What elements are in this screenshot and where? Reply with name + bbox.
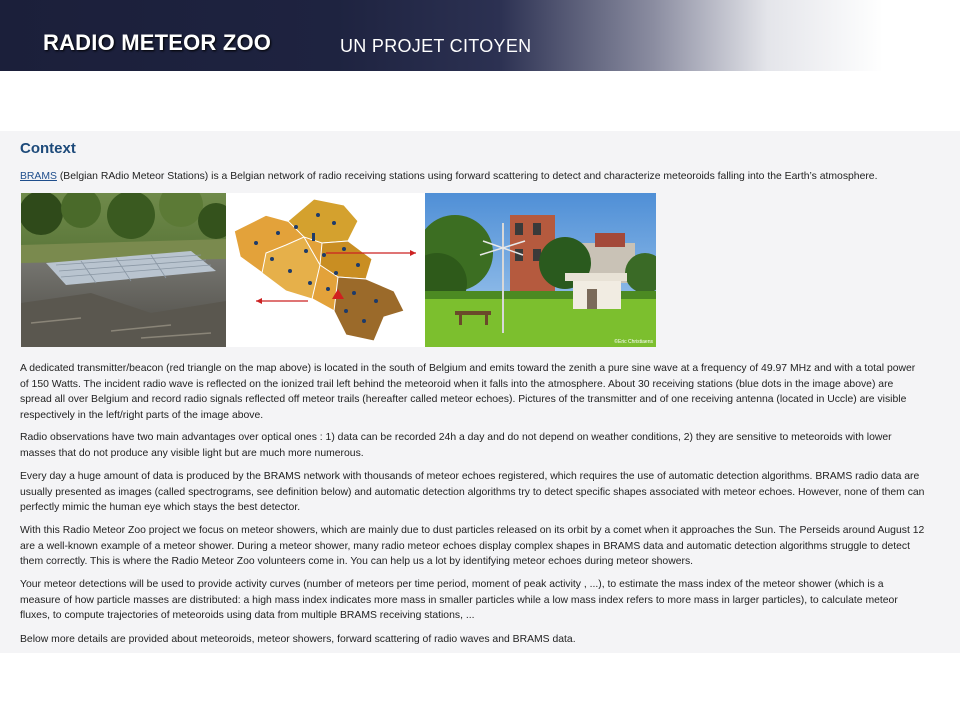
paragraph-data-volume: Every day a huge amount of data is produced by the BRAMS network with thousands of meteor echoes registered, which requires the use of automatic detection algorithms. BRAMS radio data are usually presented as images (called spectrograms, see definition below) and automatic detection algorithms try to detect specific shapes associated with meteor echoes. However, none of them can perfectly mimic the human eye which stays the best detector. <box>20 471 925 513</box>
paragraph-meteor-showers: With this Radio Meteor Zoo project we focus on meteor showers, which are mainly due to dust particles released on its orbit by a comet when it approaches the Sun. The Perseids around August 12 are a well-known example of a meteor shower. During a meteor shower, many radio meteor echoes display complex shapes in BRAMS data and automatic detection algorithms struggle to detect them correctly. This is where the Radio Meteor Zoo volunteers come in. You can help us a lot by identifying meteor echoes during meteor showers. <box>20 525 925 567</box>
intro-text: (Belgian RAdio Meteor Stations) is a Belgian network of radio receiving stations using forward scattering to detect and characterize meteoroids falling into the Earth’s atmosphere. <box>56 171 878 182</box>
photo-credit: ©Eric Christiaens <box>614 339 653 345</box>
section-heading-context: Context <box>20 140 76 157</box>
brams-link[interactable]: BRAMS <box>20 171 57 182</box>
paragraph-transmitter: A dedicated transmitter/beacon (red triangle on the map above) is located in the south of Belgium and emits toward the zenith a pure sine wave at a frequency of 49.97 MHz and with a total power of 150 Watts. The incident radio wave is reflected on the ionized trail left behind the meteoroid when it falls into the atmosphere. About 30 receiving stations (blue dots in the image above) are spread all over Belgium and record radio signals reflected off meteor trails (hereafter called meteor echoes). Pictures of the transmitter and of one receiving antenna (located in Uccle) are visible respectively in the left/right parts of the image above. <box>20 363 916 421</box>
header-banner <box>0 0 960 71</box>
paragraph-advantages: Radio observations have two main advantages over optical ones : 1) data can be recorded 24h a day and do not depend on weather conditions, 2) they are sensitive to meteoroids with lower masses that do not produce any visible light but are much more numerous. <box>20 432 892 459</box>
belgium-map <box>226 193 425 347</box>
receiving-antenna-photo <box>425 193 656 347</box>
paragraph-detections-use: Your meteor detections will be used to provide activity curves (number of meteors per time period, moment of peak activity , ...), to estimate the mass index of the meteor shower (which is a measure of how particle masses are distributed: a high mass index indicates more mass in smaller particles while a low mass index refers to more mass in larger particles), to calculate meteor fluxes, to compute trajectories of meteoroids using data from multiple BRAMS receiving stations, ... <box>20 579 898 621</box>
transmitter-photo <box>21 193 226 347</box>
intro-paragraph <box>20 169 925 185</box>
paragraph-more-details: Below more details are provided about meteoroids, meteor showers, forward scattering of radio waves and BRAMS data. <box>20 634 576 645</box>
site-tagline: UN PROJET CITOYEN <box>340 36 532 56</box>
site-title[interactable]: RADIO METEOR ZOO <box>43 30 272 55</box>
